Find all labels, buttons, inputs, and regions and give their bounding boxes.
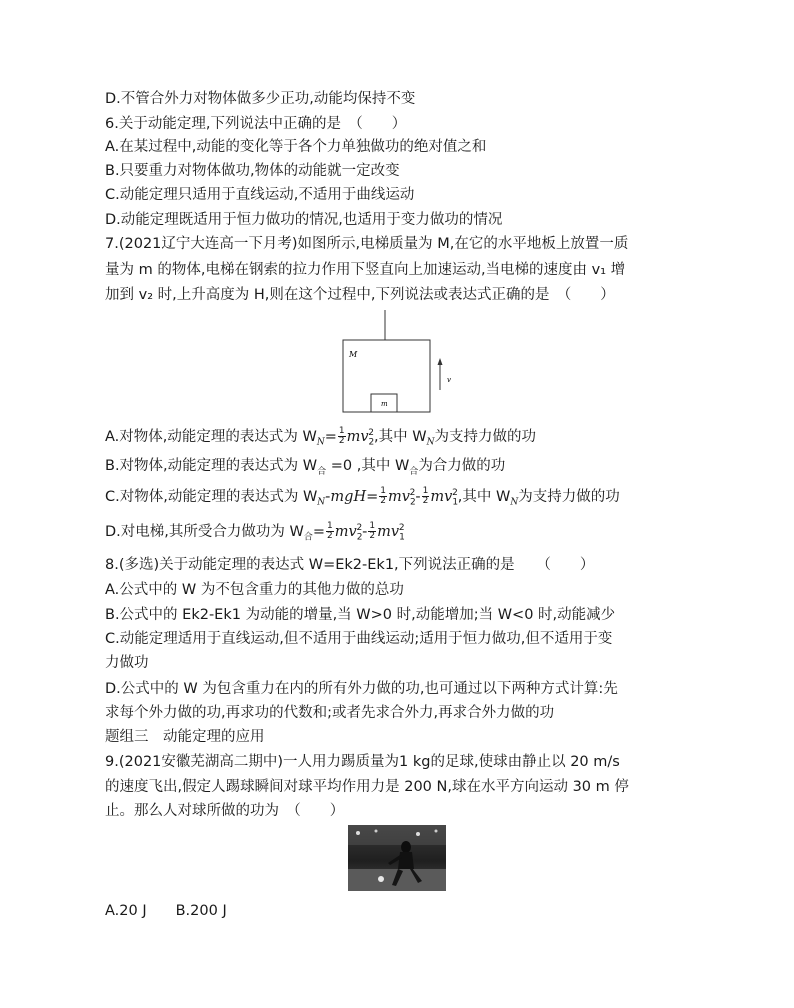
- option-7c: C.对物体,动能定理的表达式为 $W_N-mgH=$ $\frac{1}{2}$ $mv_2^2-$ $\frac{1}{2}$ $mv_1^2$,其中 $W_N$为支持力做的功: [105, 486, 620, 508]
- option-6d: D.动能定理既适用于恒力做功的情况,也适用于变力做功的情况: [105, 212, 503, 228]
- option-6d-prev: D.不管合外力对物体做多少正功,动能均保持不变: [105, 91, 416, 107]
- option-8d-line1: D.公式中的 W 为包含重力在内的所有外力做的功,也可通过以下两种方式计算:先: [105, 681, 618, 697]
- question-6: 6.关于动能定理,下列说法中正确的是 （ ）: [105, 116, 407, 132]
- label-M: M: [349, 350, 358, 359]
- option-6a: A.在某过程中,动能的变化等于各个力单独做功的绝对值之和: [105, 139, 487, 155]
- section-heading: 题组三 动能定理的应用: [105, 729, 265, 745]
- option-8c-line2: 力做功: [105, 655, 149, 671]
- label-m: m: [381, 400, 388, 408]
- question-7-line1: 7.(2021辽宁大连高一下月考)如图所示,电梯质量为 M,在它的水平地板上放置一质: [105, 236, 629, 252]
- question-7-line2: 量为 m 的物体,电梯在钢索的拉力作用下竖直向上加速运动,当电梯的速度由 v₁ 增: [105, 262, 626, 278]
- question-9-line1: 9.(2021安徽芜湖高二期中)一人用力踢质量为1 kg的足球,使球由静止以 20 m/s: [105, 754, 620, 770]
- option-6b: B.只要重力对物体做功,物体的动能就一定改变: [105, 163, 400, 179]
- option-6c: C.动能定理只适用于直线运动,不适用于曲线运动: [105, 187, 415, 203]
- elevator-figure: [330, 310, 450, 414]
- question-9-line2: 的速度飞出,假定人踢球瞬间对球平均作用力是 200 N,球在水平方向运动 30 m 停: [105, 779, 629, 795]
- option-8a: A.公式中的 W 为不包含重力的其他力做的总功: [105, 582, 404, 598]
- option-8d-line2: 求每个外力做的功,再求功的代数和;或者先求合外力,再求合外力做的功: [105, 705, 555, 721]
- option-7a: A.对物体,动能定理的表达式为 $W_N=$ $\frac{1}{2}$ $mv_2^2$,其中 $W_N$为支持力做的功: [105, 426, 536, 448]
- options-9: A.20 J B.200 J: [105, 903, 227, 919]
- question-7-line3: 加到 v₂ 时,上升高度为 H,则在这个过程中,下列说法或表达式正确的是 （ ）: [105, 287, 615, 303]
- option-8c-line1: C.动能定理适用于直线运动,但不适用于曲线运动;适用于恒力做功,但不适用于变: [105, 631, 613, 647]
- option-7d: D.对电梯,其所受合力做功为 $W_合=$ $\frac{1}{2}$ $mv_2^2-$ $\frac{1}{2}$ $mv_1^2$: [105, 521, 405, 543]
- velocity-arrowhead: [438, 358, 443, 365]
- question-9-line3: 止。那么人对球所做的功为 （ ）: [105, 803, 345, 819]
- label-v: v: [447, 376, 451, 384]
- option-7b: B.对物体,动能定理的表达式为 $W_合 =0$ ,其中 $W_合$为合力做的功: [105, 458, 506, 477]
- option-8b: B.公式中的 Ek2-Ek1 为动能的增量,当 W>0 时,动能增加;当 W<0 时,动能减少: [105, 607, 616, 623]
- question-8: 8.(多选)关于动能定理的表达式 W=Ek2-Ek1,下列说法正确的是 （ ）: [105, 557, 595, 573]
- football-photo: [348, 825, 446, 891]
